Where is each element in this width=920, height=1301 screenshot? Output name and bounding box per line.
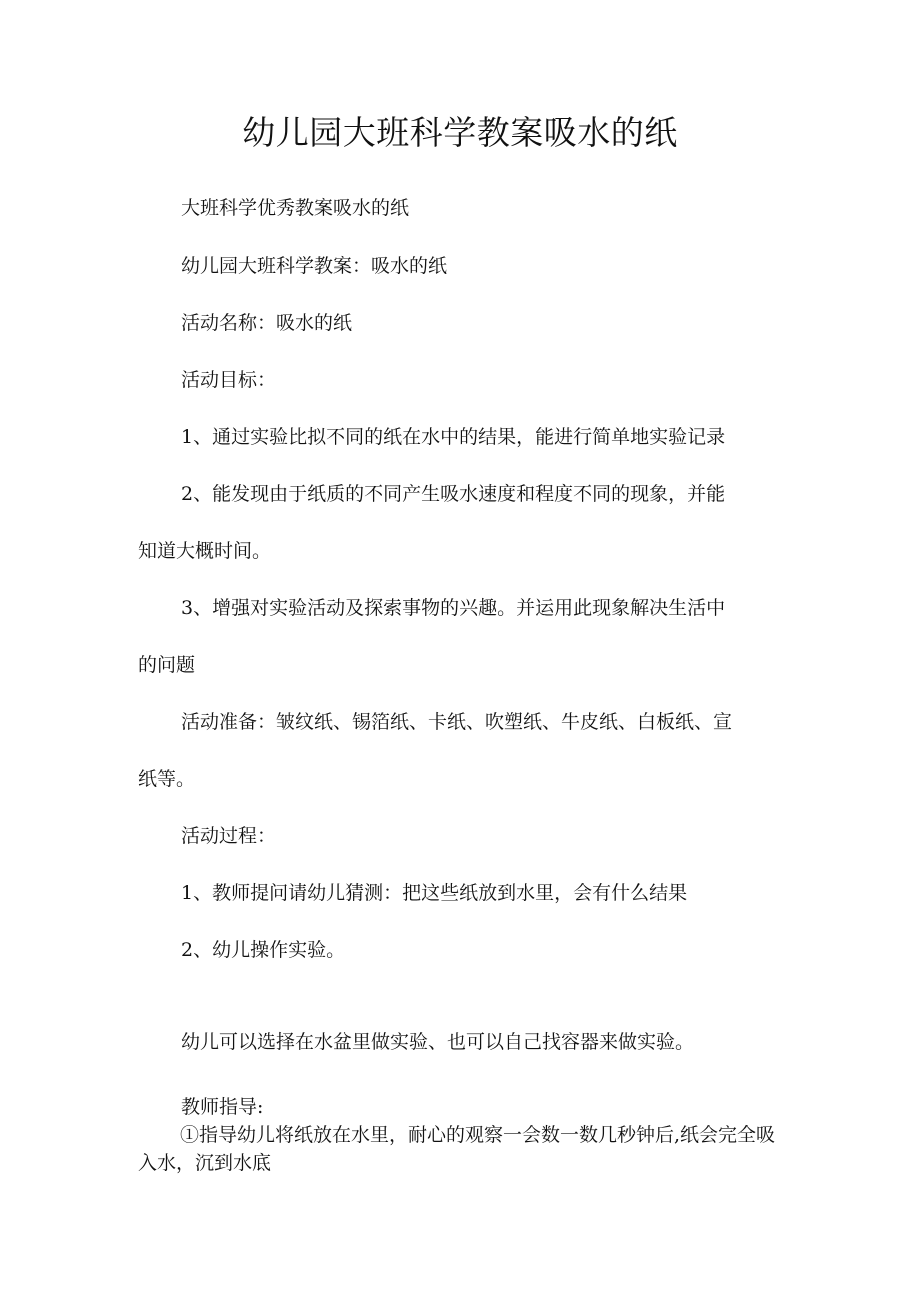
paragraph-materials-cont: 纸等。 [138,768,196,790]
paragraph-step-2: 2、幼儿操作实验。 [181,939,346,961]
paragraph-guidance-1: ①指导幼儿将纸放在水里，耐心的观察一会数一数几秒钟后,纸会完全吸入水，沉到水底 [138,1124,776,1174]
document-title: 幼儿园大班科学教案吸水的纸 [242,113,678,152]
paragraph-goal-3-cont: 的问题 [138,654,196,676]
paragraph-heading: 幼儿园大班科学教案：吸水的纸 [181,255,448,277]
paragraph-step-1: 1、教师提问请幼儿猜测：把这些纸放到水里，会有什么结果 [181,882,688,904]
paragraph-goal-2: 2、能发现由于纸质的不同产生吸水速度和程度不同的现象，并能 [181,483,726,505]
paragraph-goal-3: 3、增强对实验活动及探索事物的兴趣。并运用此现象解决生活中 [181,597,726,619]
paragraph-subtitle: 大班科学优秀教案吸水的纸 [181,197,410,219]
paragraph-materials: 活动准备：皱纹纸、锡箔纸、卡纸、吹塑纸、牛皮纸、白板纸、宣 [181,711,733,733]
paragraph-process: 活动过程： [181,825,277,847]
paragraph-goal-1: 1、通过实验比拟不同的纸在水中的结果，能进行简单地实验记录 [181,426,726,448]
paragraph-goal-2-cont: 知道大概时间。 [138,540,272,562]
paragraph-teacher-guidance: 教师指导: [181,1096,264,1118]
paragraph-activity-name: 活动名称：吸水的纸 [181,312,353,334]
paragraph-activity-goals: 活动目标： [181,369,277,391]
paragraph-step-2-detail: 幼儿可以选择在水盆里做实验、也可以自己找容器来做实验。 [181,1031,695,1053]
